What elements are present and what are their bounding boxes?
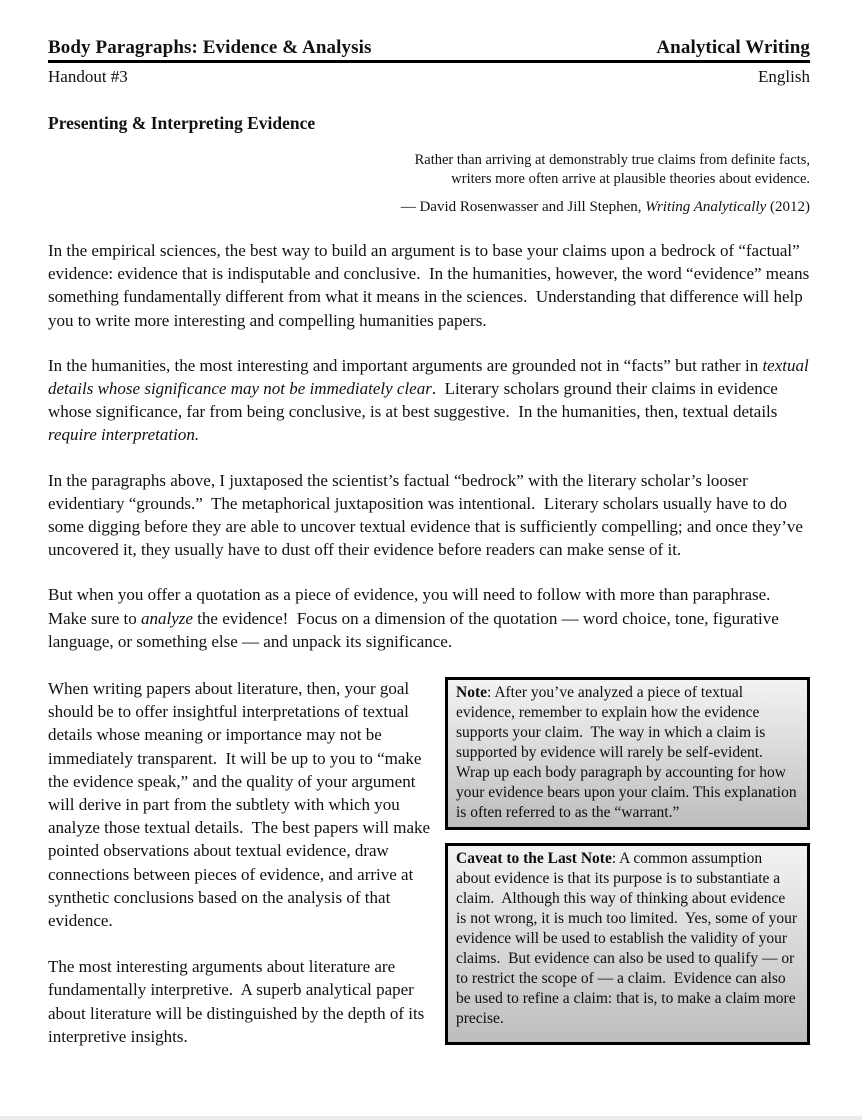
handout-number: Handout #3: [48, 67, 128, 86]
right-column: [445, 677, 810, 1045]
body-paragraph: In the paragraphs above, I juxtaposed the scientist’s factual “bedrock” with the literary scholar’s looser evidentiary “grounds.” The metaphorical juxtaposition was intentional. Literary scholars usually have to do some digging before they are able to uncover textual evidence that is sufficiently compelling; and once they’ve uncovered it, they usually have to dust off their evidence before readers can make sense of it.: [48, 470, 808, 560]
two-column-section: [48, 677, 810, 1048]
body-paragraph: In the humanities, the most interesting and important arguments are grounded not in “facts” but rather in textual details whose significance may not be immediately clear. Literary scholars ground their claims in evidence whose significance, far from being conclusive, is at best suggestive. In the humanities, then, textual details require interpretation.: [48, 355, 813, 445]
caveat-note-box: Caveat to the Last Note: A common assumption about evidence is that its purpose is to substantiate a claim. Although this way of thinking about evidence is not wrong, it is much too limited. Yes, some of your evidence will be used to establish the validity of your claims. But evidence can also be used to qualify — or to restrict the scope of — a claim. Evidence can also be used to refine a claim: that is, to make a claim more precise.: [445, 843, 810, 1045]
note-box: Note: After you’ve analyzed a piece of textual evidence, remember to explain how the evidence supports your claim. The way in which a claim is supported by evidence will rarely be self-evident. Wrap up each body paragraph by accounting for how your evidence bears upon your claim. This explanation is often referred to as the “warrant.”: [445, 677, 810, 830]
header-subrow: [48, 66, 810, 88]
body-paragraph: When writing papers about literature, then, your goal should be to offer insightful interpretations of textual details whose meaning or importance may not be immediately transparent. It will be up to you to “make the evidence speak,” and the quality of your argument will derive in part from the subtlety with which you analyze those textual details. The best papers will make pointed observations about textual evidence, draw connections between pieces of evidence, and arrive at synthetic conclusions based on the analysis of that evidence.: [48, 679, 435, 931]
course-title: Analytical Writing: [656, 37, 810, 58]
page-bottom-edge: [0, 1116, 862, 1120]
epigraph-attribution: — David Rosenwasser and Jill Stephen, Writing Analytically (2012): [400, 199, 810, 215]
epigraph: [48, 151, 810, 217]
body-paragraph: The most interesting arguments about literature are fundamentally interpretive. A superb analytical paper about literature will be distinguished by the depth of its interpretive insights.: [48, 957, 429, 1046]
subject-label: English: [758, 67, 810, 86]
body-paragraph: In the empirical sciences, the best way to build an argument is to base your claims upon a bedrock of “factual” evidence: evidence that is indisputable and conclusive. In the humanities, however, the word “evidence” means something fundamentally different from what it means in the sciences. Understanding that difference will help you to write more interesting and compelling humanities papers.: [48, 241, 814, 330]
body-paragraph: But when you offer a quotation as a piece of evidence, you will need to follow with more than paraphrase. Make sure to analyze the evidence! Focus on a dimension of the quotation — word choice, tone, figurative language, or something else — and unpack its significance.: [48, 585, 784, 651]
note-box-spacer: [445, 830, 810, 843]
left-column: [48, 677, 433, 1048]
header: [48, 36, 810, 63]
epigraph-quote-line: Rather than arriving at demonstrably true claims from definite facts,: [414, 152, 810, 168]
epigraph-quote-line: writers more often arrive at plausible theories about evidence.: [451, 171, 810, 187]
page-title: Body Paragraphs: Evidence & Analysis: [48, 37, 372, 58]
section-heading: Presenting & Interpreting Evidence: [48, 113, 316, 133]
